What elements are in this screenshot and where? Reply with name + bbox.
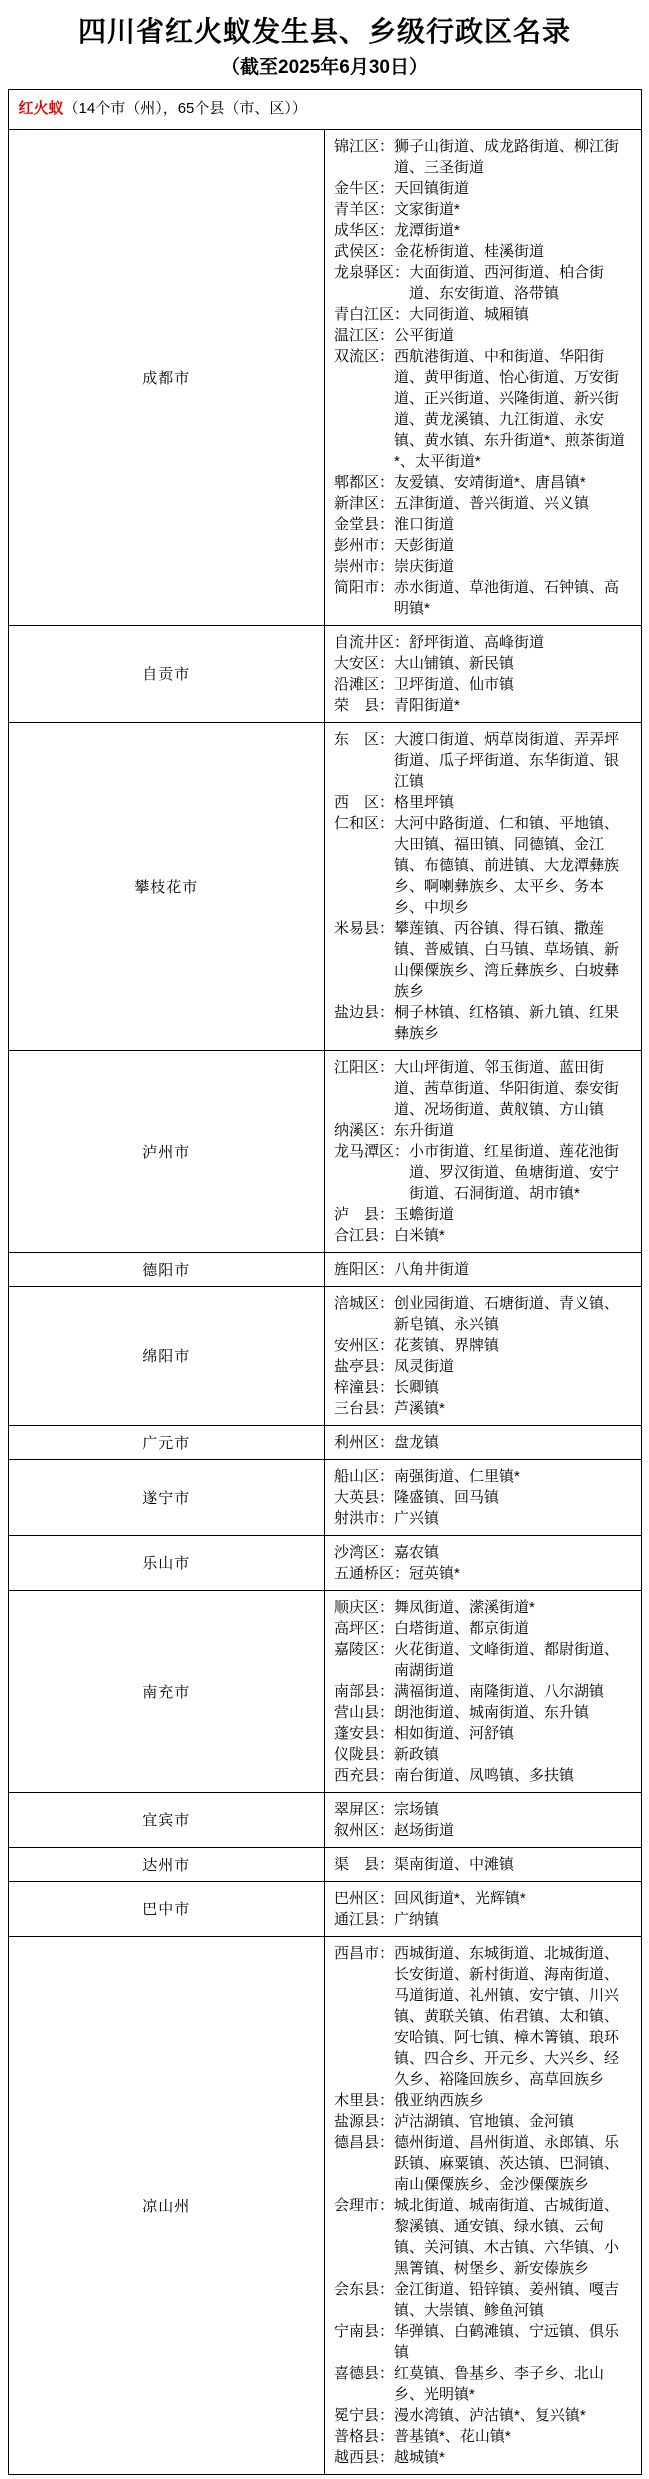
district-label: 渠 县：	[334, 1855, 395, 1873]
township-list: 普基镇*、花山镇*	[394, 2427, 511, 2445]
district-label: 沿滩区：	[334, 675, 395, 693]
district-label: 德昌县：	[334, 2133, 395, 2151]
city-name: 自贡市	[8, 625, 325, 722]
district-entry	[334, 1909, 631, 1930]
township-list: 凤灵街道	[394, 1357, 455, 1375]
township-list: 大河中路街道、仁和镇、平地镇、大田镇、福田镇、同德镇、金江镇、布德镇、前进镇、大龙潭彝族乡、啊喇彝族乡、太平乡、务本乡、中坝乡	[394, 814, 620, 916]
district-label: 崇州市：	[334, 557, 395, 575]
township-list: 红莫镇、鲁基乡、李子乡、北山乡、光明镇*	[394, 2364, 605, 2403]
district-label: 合江县：	[334, 1226, 395, 1244]
township-list: 友爱镇、安靖街道*、唐昌镇*	[394, 473, 586, 491]
district-label: 营山县：	[334, 1703, 395, 1721]
township-list: 西航港街道、中和街道、华阳街道、黄甲街道、怡心街道、万安街道、正兴街道、兴隆街道、新兴街道、黄龙溪镇、九江街道、永安镇、黄水镇、东升街道*、煎茶街道*、太平街道*	[394, 347, 625, 470]
city-row	[8, 722, 641, 1050]
township-list: 舞凤街道、潆溪街道*	[394, 1598, 535, 1616]
township-list: 公平街道	[394, 326, 455, 344]
district-entry	[334, 1681, 631, 1702]
district-label: 利州区：	[334, 1433, 395, 1451]
township-list: 广纳镇	[394, 1910, 440, 1928]
district-label: 普格县：	[334, 2427, 395, 2445]
district-entry	[334, 325, 631, 346]
city-row	[8, 1590, 641, 1792]
district-entry	[334, 674, 631, 695]
township-list: 金花桥街道、桂溪街道	[394, 242, 545, 260]
city-entries-cell	[325, 1881, 642, 1936]
district-entry	[334, 1943, 631, 2090]
city-entries-cell	[325, 1535, 642, 1590]
city-entries-cell	[325, 722, 642, 1050]
township-list: 广兴镇	[394, 1509, 440, 1527]
district-label: 安州区：	[334, 1336, 395, 1354]
district-label: 巴州区：	[334, 1889, 395, 1907]
district-label: 龙泉驿区：	[334, 263, 410, 281]
district-entry	[334, 1356, 631, 1377]
district-entry	[334, 2090, 631, 2111]
township-list: 西城街道、东城街道、北城街道、长安街道、新村街道、海南街道、马道街道、礼州镇、安宁镇、川兴镇、黄联关镇、佑君镇、太和镇、安哈镇、阿七镇、樟木箐镇、琅环镇、四合乡、开元乡、大兴乡、经久乡、裕隆回族乡、高草回族乡	[394, 1944, 620, 2088]
city-name: 乐山市	[8, 1535, 325, 1590]
district-label: 金堂县：	[334, 515, 395, 533]
district-entry	[334, 472, 631, 493]
district-label: 射洪市：	[334, 1509, 395, 1527]
township-list: 狮子山街道、成龙路街道、柳江街道、三圣街道	[394, 137, 620, 176]
township-list: 天回镇街道	[394, 179, 470, 197]
district-label: 越西县：	[334, 2448, 395, 2466]
township-list: 回风街道*、光辉镇*	[394, 1889, 526, 1907]
district-entry	[334, 241, 631, 262]
district-label: 盐源县：	[334, 2112, 395, 2130]
district-label: 成华区：	[334, 221, 395, 239]
city-row	[8, 1252, 641, 1286]
township-list: 金江街道、铅锌镇、姜州镇、嘎吉镇、大崇镇、鲹鱼河镇	[394, 2280, 620, 2319]
city-name: 达州市	[8, 1847, 325, 1881]
township-list: 东升街道	[394, 1121, 455, 1139]
district-entry	[334, 1487, 631, 1508]
district-entry	[334, 1563, 631, 1584]
table-header-cell	[8, 90, 641, 129]
district-entry	[334, 2195, 631, 2279]
district-label: 盐亭县：	[334, 1357, 395, 1375]
township-list: 白米镇*	[394, 1226, 445, 1244]
district-entry	[334, 136, 631, 178]
district-label: 仁和区：	[334, 814, 395, 832]
species-name: 红火蚁	[18, 100, 64, 118]
district-label: 冕宁县：	[334, 2406, 395, 2424]
district-entry	[334, 346, 631, 472]
district-label: 旌阳区：	[334, 1260, 395, 1278]
district-label: 双流区：	[334, 347, 395, 365]
district-label: 西 区：	[334, 793, 395, 811]
city-entries-cell	[325, 1590, 642, 1792]
district-entry	[334, 1888, 631, 1909]
city-name: 南充市	[8, 1590, 325, 1792]
township-list: 南强街道、仁里镇*	[394, 1467, 520, 1485]
district-label: 高坪区：	[334, 1619, 395, 1637]
page-subtitle: （截至2025年6月30日）	[221, 57, 428, 79]
township-list: 八角井街道	[394, 1260, 470, 1278]
district-label: 金牛区：	[334, 179, 395, 197]
city-row	[8, 1050, 641, 1252]
township-list: 白塔街道、都京街道	[394, 1619, 530, 1637]
city-name: 泸州市	[8, 1050, 325, 1252]
township-list: 华弹镇、白鹤滩镇、宁远镇、俱乐镇	[394, 2322, 620, 2361]
city-row	[8, 1535, 641, 1590]
city-entries-cell	[325, 1459, 642, 1535]
city-row	[8, 1847, 641, 1881]
township-list: 长卿镇	[394, 1378, 440, 1396]
district-entry	[334, 1293, 631, 1335]
district-entry	[334, 1508, 631, 1529]
district-label: 南部县：	[334, 1682, 395, 1700]
township-list: 大渡口街道、炳草岗街道、弄弄坪街道、瓜子坪街道、东华街道、银江镇	[394, 730, 620, 790]
city-row	[8, 1936, 641, 2474]
district-entry	[334, 1002, 631, 1044]
city-row	[8, 1286, 641, 1425]
district-entry	[334, 1765, 631, 1786]
city-row	[8, 1881, 641, 1936]
district-label: 青羊区：	[334, 200, 395, 218]
district-label: 通江县：	[334, 1910, 395, 1928]
district-entry	[334, 813, 631, 918]
header-summary: （14个市（州），65个县（市、区））	[63, 100, 307, 118]
township-list: 赵场街道	[394, 1821, 455, 1839]
district-label: 会理市：	[334, 2196, 395, 2214]
district-entry	[334, 2426, 631, 2447]
township-list: 南台街道、凤鸣镇、多扶镇	[394, 1766, 575, 1784]
district-label: 会东县：	[334, 2280, 395, 2298]
township-list: 芦溪镇*	[394, 1399, 445, 1417]
township-list: 玉蟾街道	[394, 1205, 455, 1223]
district-entry	[334, 535, 631, 556]
district-label: 武侯区：	[334, 242, 395, 260]
district-entry	[334, 1120, 631, 1141]
district-entry	[334, 1723, 631, 1744]
city-row	[8, 1425, 641, 1459]
township-list: 德州街道、昌州街道、永郎镇、乐跃镇、麻粟镇、茨达镇、巴洞镇、南山傈僳族乡、金沙傈僳族乡	[394, 2133, 620, 2193]
city-name: 凉山州	[8, 1936, 325, 2474]
township-list: 攀莲镇、丙谷镇、得石镇、撒莲镇、普威镇、白马镇、草场镇、新山傈僳族乡、湾丘彝族乡、白坡彝族乡	[394, 919, 620, 1000]
district-label: 锦江区：	[334, 137, 395, 155]
district-entry	[334, 1466, 631, 1487]
district-entry	[334, 2279, 631, 2321]
fire-ant-roster-table	[8, 89, 642, 2474]
district-label: 大安区：	[334, 654, 395, 672]
district-label: 温江区：	[334, 326, 395, 344]
township-list: 嘉农镇	[394, 1543, 440, 1561]
district-entry	[334, 493, 631, 514]
district-entry	[334, 1057, 631, 1120]
district-label: 叙州区：	[334, 1821, 395, 1839]
district-label: 涪城区：	[334, 1294, 395, 1312]
district-entry	[334, 220, 631, 241]
township-list: 隆盛镇、回马镇	[394, 1488, 500, 1506]
district-entry	[334, 792, 631, 813]
district-label: 三台县：	[334, 1399, 395, 1417]
township-list: 新政镇	[394, 1745, 440, 1763]
district-entry	[334, 2363, 631, 2405]
district-entry	[334, 1432, 631, 1453]
district-label: 梓潼县：	[334, 1378, 395, 1396]
district-label: 简阳市：	[334, 578, 395, 596]
city-row	[8, 1459, 641, 1535]
city-entries-cell	[325, 1050, 642, 1252]
district-entry	[334, 1204, 631, 1225]
district-label: 泸 县：	[334, 1205, 395, 1223]
township-list: 城北街道、城南街道、古城街道、黎溪镇、通安镇、绿水镇、云甸镇、关河镇、木古镇、六华镇、小黑箐镇、树堡乡、新安傣族乡	[394, 2196, 620, 2277]
district-label: 江阳区：	[334, 1058, 395, 1076]
township-list: 盘龙镇	[394, 1433, 440, 1451]
district-label: 新津区：	[334, 494, 395, 512]
page-title: 四川省红火蚁发生县、乡级行政区名录	[77, 16, 571, 47]
township-list: 火花街道、文峰街道、都尉街道、南湖街道	[394, 1640, 620, 1679]
district-entry	[334, 2111, 631, 2132]
district-entry	[334, 262, 631, 304]
city-name: 遂宁市	[8, 1459, 325, 1535]
district-label: 青白江区：	[334, 305, 410, 323]
district-entry	[334, 2132, 631, 2195]
district-entry	[334, 1141, 631, 1204]
district-entry	[334, 514, 631, 535]
district-label: 西昌市：	[334, 1944, 395, 1962]
district-entry	[334, 1820, 631, 1841]
district-label: 木里县：	[334, 2091, 395, 2109]
district-label: 沙湾区：	[334, 1543, 395, 1561]
township-list: 小市街道、红星街道、莲花池街道、罗汉街道、鱼塘街道、安宁街道、石洞街道、胡市镇*	[409, 1142, 620, 1202]
township-list: 冠英镇*	[409, 1564, 460, 1582]
city-name: 德阳市	[8, 1252, 325, 1286]
district-entry	[334, 918, 631, 1002]
district-entry	[334, 1854, 631, 1875]
district-entry	[334, 304, 631, 325]
district-label: 盐边县：	[334, 1003, 395, 1021]
district-label: 宁南县：	[334, 2322, 395, 2340]
district-label: 东 区：	[334, 730, 395, 748]
township-list: 渠南街道、中滩镇	[394, 1855, 515, 1873]
township-list: 青阳街道*	[394, 696, 460, 714]
district-entry	[334, 1259, 631, 1280]
township-list: 天彭街道	[394, 536, 455, 554]
district-entry	[334, 1618, 631, 1639]
district-entry	[334, 1639, 631, 1681]
township-list: 龙潭街道*	[394, 221, 460, 239]
city-entries-cell	[325, 1847, 642, 1881]
city-name: 巴中市	[8, 1881, 325, 1936]
city-name: 绵阳市	[8, 1286, 325, 1425]
district-label: 彭州市：	[334, 536, 395, 554]
district-label: 荣 县：	[334, 696, 395, 714]
city-entries-cell	[325, 1286, 642, 1425]
district-entry	[334, 1542, 631, 1563]
township-list: 创业园街道、石塘街道、青义镇、新皂镇、永兴镇	[394, 1294, 620, 1333]
township-list: 五津街道、普兴街道、兴义镇	[394, 494, 590, 512]
township-list: 崇庆街道	[394, 557, 455, 575]
district-label: 喜德县：	[334, 2364, 395, 2382]
district-entry	[334, 695, 631, 716]
district-entry	[334, 1335, 631, 1356]
city-name: 广元市	[8, 1425, 325, 1459]
city-entries-cell	[325, 1792, 642, 1847]
township-list: 格里坪镇	[394, 793, 455, 811]
district-entry	[334, 632, 631, 653]
district-label: 蓬安县：	[334, 1724, 395, 1742]
district-entry	[334, 653, 631, 674]
district-label: 仪陇县：	[334, 1745, 395, 1763]
city-name: 宜宾市	[8, 1792, 325, 1847]
township-list: 文家街道*	[394, 200, 460, 218]
city-entries-cell	[325, 129, 642, 625]
city-name: 成都市	[8, 129, 325, 625]
township-list: 大山铺镇、新民镇	[394, 654, 515, 672]
township-list: 卫坪街道、仙市镇	[394, 675, 515, 693]
district-label: 翠屏区：	[334, 1800, 395, 1818]
township-list: 桐子林镇、红格镇、新九镇、红果彝族乡	[394, 1003, 620, 1042]
district-label: 五通桥区：	[334, 1564, 410, 1582]
district-entry	[334, 2447, 631, 2468]
district-label: 米易县：	[334, 919, 395, 937]
district-entry	[334, 1377, 631, 1398]
township-list: 越城镇*	[394, 2448, 445, 2466]
township-list: 舒坪街道、高峰街道	[409, 633, 545, 651]
district-label: 自流井区：	[334, 633, 410, 651]
district-entry	[334, 1398, 631, 1419]
district-entry	[334, 178, 631, 199]
city-row	[8, 625, 641, 722]
district-label: 嘉陵区：	[334, 1640, 395, 1658]
district-entry	[334, 1744, 631, 1765]
district-entry	[334, 577, 631, 619]
district-entry	[334, 729, 631, 792]
district-entry	[334, 199, 631, 220]
district-entry	[334, 2405, 631, 2426]
district-label: 西充县：	[334, 1766, 395, 1784]
township-list: 淮口街道	[394, 515, 455, 533]
district-label: 船山区：	[334, 1467, 395, 1485]
township-list: 俄亚纳西族乡	[394, 2091, 485, 2109]
township-list: 大同街道、城厢镇	[409, 305, 530, 323]
township-list: 朗池街道、城南街道、东升镇	[394, 1703, 590, 1721]
township-list: 花荄镇、界牌镇	[394, 1336, 500, 1354]
city-row	[8, 129, 641, 625]
township-list: 泸沽湖镇、官地镇、金河镇	[394, 2112, 575, 2130]
township-list: 大山坪街道、邻玉街道、蓝田街道、茜草街道、华阳街道、泰安街道、况场街道、黄舣镇、方山镇	[394, 1058, 620, 1118]
township-list: 赤水街道、草池街道、石钟镇、高明镇*	[394, 578, 620, 617]
township-list: 满福街道、南隆街道、八尔湖镇	[394, 1682, 605, 1700]
township-list: 宗场镇	[394, 1800, 440, 1818]
township-list: 相如街道、河舒镇	[394, 1724, 515, 1742]
city-name: 攀枝花市	[8, 722, 325, 1050]
district-label: 纳溪区：	[334, 1121, 395, 1139]
township-list: 大面街道、西河街道、柏合街道、东安街道、洛带镇	[409, 263, 605, 302]
city-row	[8, 1792, 641, 1847]
district-label: 龙马潭区：	[334, 1142, 410, 1160]
district-entry	[334, 556, 631, 577]
district-entry	[334, 1225, 631, 1246]
city-entries-cell	[325, 1425, 642, 1459]
district-label: 顺庆区：	[334, 1598, 395, 1616]
city-entries-cell	[325, 1936, 642, 2474]
district-entry	[334, 2321, 631, 2363]
city-entries-cell	[325, 1252, 642, 1286]
district-label: 郫都区：	[334, 473, 395, 491]
district-entry	[334, 1597, 631, 1618]
table-header-row	[8, 90, 641, 129]
township-list: 漫水湾镇、泸沽镇*、复兴镇*	[394, 2406, 586, 2424]
district-entry	[334, 1702, 631, 1723]
district-label: 大英县：	[334, 1488, 395, 1506]
city-entries-cell	[325, 625, 642, 722]
